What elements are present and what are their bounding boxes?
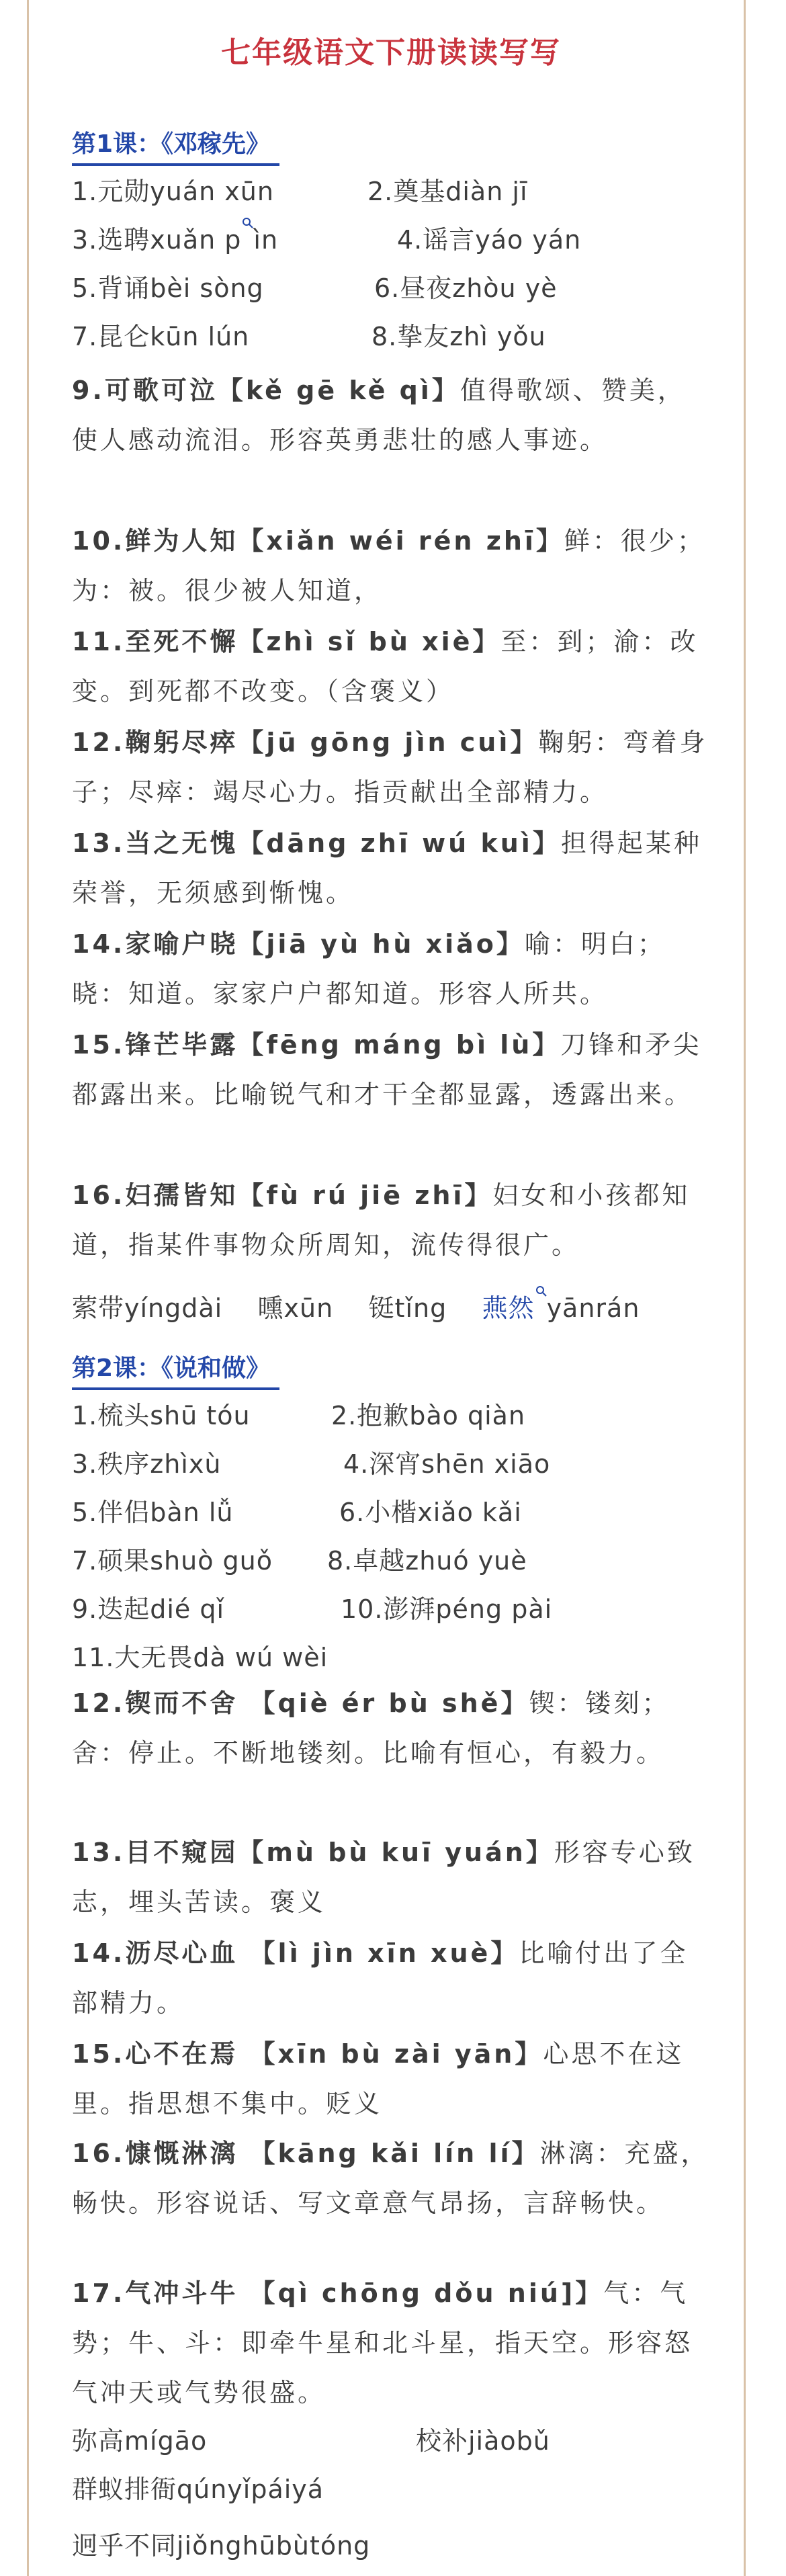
idiom-term: 12.鞠躬尽瘁【jū gōng jìn cuì】 bbox=[72, 728, 539, 757]
extra-word: 迥乎不同jiǒnghūbùtóng bbox=[72, 2531, 371, 2561]
idiom-item bbox=[72, 1020, 710, 1119]
idiom-item bbox=[72, 1170, 710, 1270]
word-item: 6.昼夜zhòu yè bbox=[374, 273, 558, 303]
extra-word: 曛xūn bbox=[257, 1293, 334, 1323]
idiom-desc: 妇女和小孩都知道，指某件事物众所周知，流传得很广。 bbox=[72, 1180, 691, 1260]
extra-word: 校补jiàobǔ bbox=[416, 2426, 550, 2456]
idiom-item bbox=[72, 919, 710, 1019]
idiom-term: 15.心不在焉 【xīn bù zài yān】 bbox=[72, 2039, 543, 2069]
word-item: 5.背诵bèi sòng bbox=[72, 273, 264, 303]
word-item: 8.挚友zhì yǒu bbox=[372, 322, 546, 351]
idiom-term: 17.气冲斗牛 【qì chōng dǒu niú]】 bbox=[72, 2278, 604, 2308]
word-item: 4.谣言yáo yán bbox=[397, 225, 582, 255]
search-icon[interactable] bbox=[241, 220, 253, 238]
extra-word: yānrán bbox=[546, 1293, 640, 1323]
word-item: 7.昆仑kūn lún bbox=[72, 322, 250, 351]
word-row bbox=[72, 269, 710, 308]
word-item: 3.秩序zhìxù bbox=[72, 1449, 222, 1479]
extra-word-link[interactable]: 燕然 bbox=[482, 1293, 535, 1323]
word-item: 7.硕果shuò guǒ bbox=[72, 1546, 273, 1576]
page-frame bbox=[27, 0, 746, 2576]
extra-word: 弥高mígāo bbox=[72, 2426, 208, 2456]
idiom-item bbox=[72, 617, 710, 716]
idiom-desc: 担得起某种荣誉，无须感到惭愧。 bbox=[72, 828, 702, 908]
idiom-desc: 淋漓：充盛，畅快。形容说话、写文章意气昂扬，言辞畅快。 bbox=[72, 2139, 709, 2218]
lesson2-heading: 第2课：《说和做》 bbox=[72, 1349, 279, 1390]
word-item: 8.卓越zhuó yuè bbox=[327, 1546, 527, 1576]
extra-word: 群蚁排衙qúnyǐpáiyá bbox=[72, 2475, 324, 2504]
idiom-term: 16.妇孺皆知【fù rú jiē zhī】 bbox=[72, 1180, 493, 1210]
word-item: 5.伴侣bàn lǚ bbox=[72, 1498, 234, 1527]
word-item: 9.迭起dié qǐ bbox=[72, 1594, 225, 1624]
idiom-term: 16.慷慨淋漓 【kāng kǎi lín lí】 bbox=[72, 2139, 540, 2168]
idiom-item bbox=[72, 366, 710, 465]
word-row bbox=[72, 220, 710, 259]
word-item: 11.大无畏dà wú wèi bbox=[72, 1643, 329, 1672]
idiom-item bbox=[72, 1928, 710, 2028]
idiom-item bbox=[72, 718, 710, 817]
word-row bbox=[72, 1396, 710, 1435]
page-title: 七年级语文下册读读写写 bbox=[221, 36, 561, 70]
idiom-term: 12.锲而不舍 【qiè ér bù shě】 bbox=[72, 1688, 529, 1718]
word-row bbox=[72, 1638, 710, 1677]
idiom-term: 14.沥尽心血 【lì jìn xīn xuè】 bbox=[72, 1938, 519, 1968]
idiom-desc: 至：到；渝：改变。到死都不改变。（含褒义） bbox=[72, 627, 699, 706]
idiom-item bbox=[72, 516, 710, 615]
idiom-item bbox=[72, 1678, 710, 1778]
word-row bbox=[72, 1590, 710, 1629]
idiom-item bbox=[72, 1828, 710, 1927]
idiom-desc: 比喻付出了全部精力。 bbox=[72, 1938, 689, 2018]
extra-word: 萦带yíngdài bbox=[72, 1293, 223, 1323]
idiom-item bbox=[72, 2268, 710, 2417]
search-icon[interactable] bbox=[535, 1289, 547, 1306]
extra-word: 铤tǐng bbox=[368, 1293, 447, 1323]
word-item: 1.梳头shū tóu bbox=[72, 1401, 251, 1430]
idiom-item bbox=[72, 818, 710, 918]
idiom-term: 14.家喻户晓【jiā yù hù xiǎo】 bbox=[72, 929, 525, 959]
word-item: 6.小楷xiǎo kǎi bbox=[339, 1498, 522, 1527]
extra-words bbox=[72, 1289, 640, 1328]
word-row bbox=[72, 172, 710, 211]
idiom-desc: 气：气势；牛、斗：即牵牛星和北斗星，指天空。形容怒气冲天或气势很盛。 bbox=[72, 2278, 693, 2407]
idiom-desc: 形容专心致志，埋头苦读。褒义 bbox=[72, 1838, 695, 1917]
idiom-item bbox=[72, 2029, 710, 2129]
idiom-desc: 喻：明白；晓：知道。家家户户都知道。形容人所共。 bbox=[72, 929, 666, 1008]
idiom-desc: 心思不在这里。指思想不集中。贬义 bbox=[72, 2039, 685, 2118]
word-item: 2.抱歉bào qiàn bbox=[331, 1401, 526, 1430]
word-item: 4.深宵shēn xiāo bbox=[343, 1449, 551, 1479]
idiom-desc: 值得歌颂、赞美，使人感动流泪。形容英勇悲壮的感人事迹。 bbox=[72, 376, 686, 455]
idiom-term: 13.当之无愧【dāng zhī wú kuì】 bbox=[72, 828, 561, 858]
word-item: 3.选聘xuǎn p ìn bbox=[72, 225, 278, 255]
word-row bbox=[72, 1445, 710, 1484]
idiom-term: 13.目不窥园【mù bù kuī yuán】 bbox=[72, 1838, 554, 1867]
word-item: 10.澎湃péng pài bbox=[341, 1594, 553, 1624]
word-item: 1.元勋yuán xūn bbox=[72, 177, 274, 206]
word-row bbox=[72, 317, 710, 356]
idiom-desc: 锲：镂刻；舍：停止。不断地镂刻。比喻有恒心，有毅力。 bbox=[72, 1688, 670, 1768]
idiom-term: 9.可歌可泣【kě gē kě qì】 bbox=[72, 376, 460, 405]
word-row bbox=[72, 1493, 710, 1532]
idiom-desc: 鞠躬：弯着身子；尽瘁：竭尽心力。指贡献出全部精力。 bbox=[72, 728, 708, 807]
idiom-term: 11.至死不懈【zhì sǐ bù xiè】 bbox=[72, 627, 501, 656]
word-item: 2.奠基diàn jī bbox=[367, 177, 528, 206]
idiom-desc: 刀锋和矛尖都露出来。比喻锐气和才干全都显露，透露出来。 bbox=[72, 1030, 702, 1109]
idiom-term: 15.锋芒毕露【fēng máng bì lù】 bbox=[72, 1030, 561, 1060]
word-row bbox=[72, 1541, 710, 1580]
lesson1-heading: 第1课：《邓稼先》 bbox=[72, 125, 279, 166]
idiom-term: 10.鲜为人知【xiǎn wéi rén zhī】 bbox=[72, 526, 564, 556]
idiom-item bbox=[72, 2129, 710, 2228]
idiom-desc: 鲜：很少；为：被。很少被人知道， bbox=[72, 526, 705, 605]
